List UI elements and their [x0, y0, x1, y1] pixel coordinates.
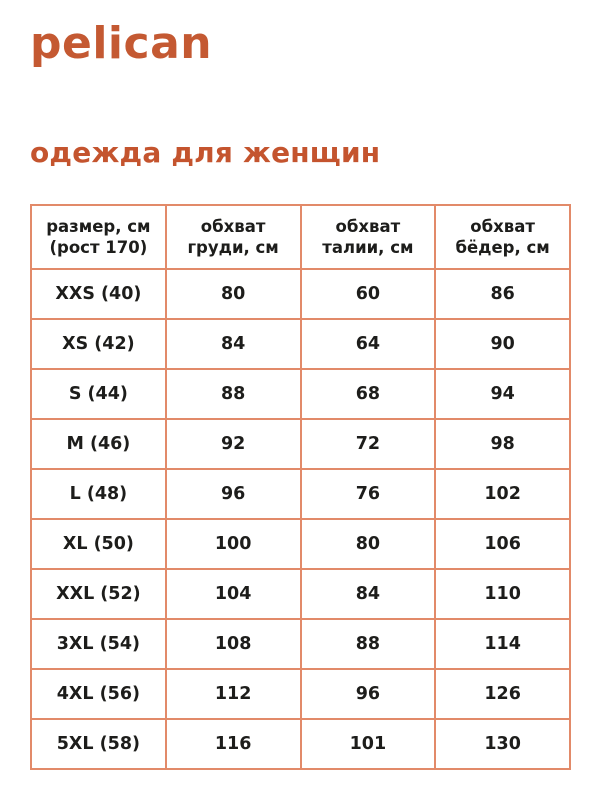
- hips-cell: 98: [435, 419, 570, 469]
- column-header-chest: [166, 205, 301, 269]
- size-table: [30, 204, 571, 770]
- table-row: [31, 669, 570, 719]
- chest-cell: 92: [166, 419, 301, 469]
- pelican-logo: pelican: [30, 18, 213, 69]
- waist-cell: 80: [301, 519, 436, 569]
- waist-cell: 60: [301, 269, 436, 319]
- column-header-waist-line2: талии, см: [322, 238, 414, 257]
- waist-cell: 101: [301, 719, 436, 769]
- column-header-hips-line1: обхват: [470, 216, 535, 236]
- hips-cell: 106: [435, 519, 570, 569]
- size-cell: XS (42): [31, 319, 166, 369]
- size-cell: 5XL (58): [31, 719, 166, 769]
- table-row: [31, 519, 570, 569]
- hips-cell: 90: [435, 319, 570, 369]
- chest-cell: 112: [166, 669, 301, 719]
- hips-cell: 102: [435, 469, 570, 519]
- hips-cell: 126: [435, 669, 570, 719]
- chest-cell: 116: [166, 719, 301, 769]
- waist-cell: 64: [301, 319, 436, 369]
- size-cell: M (46): [31, 419, 166, 469]
- table-row: [31, 319, 570, 369]
- column-header-size-line1: размер, см: [46, 216, 151, 236]
- size-cell: XXL (52): [31, 569, 166, 619]
- waist-cell: 84: [301, 569, 436, 619]
- size-cell: 3XL (54): [31, 619, 166, 669]
- column-header-size-line2: (рост 170): [49, 238, 148, 257]
- page-title: одежда для женщин: [30, 136, 381, 169]
- column-header-hips-line2: бёдер, см: [455, 238, 550, 257]
- chest-cell: 100: [166, 519, 301, 569]
- table-header-row: [31, 205, 570, 269]
- table-row: [31, 719, 570, 769]
- column-header-waist: [301, 205, 436, 269]
- table-row: [31, 569, 570, 619]
- table-row: [31, 419, 570, 469]
- column-header-hips: [435, 205, 570, 269]
- hips-cell: 130: [435, 719, 570, 769]
- column-header-chest-line1: обхват: [200, 216, 266, 236]
- chest-cell: 108: [166, 619, 301, 669]
- column-header-chest-line2: груди, см: [187, 238, 279, 257]
- table-row: [31, 469, 570, 519]
- size-cell: XL (50): [31, 519, 166, 569]
- hips-cell: 110: [435, 569, 570, 619]
- waist-cell: 72: [301, 419, 436, 469]
- chest-cell: 84: [166, 319, 301, 369]
- table-row: [31, 369, 570, 419]
- waist-cell: 96: [301, 669, 436, 719]
- hips-cell: 86: [435, 269, 570, 319]
- hips-cell: 114: [435, 619, 570, 669]
- hips-cell: 94: [435, 369, 570, 419]
- waist-cell: 88: [301, 619, 436, 669]
- table-row: [31, 619, 570, 669]
- size-cell: XXS (40): [31, 269, 166, 319]
- size-cell: 4XL (56): [31, 669, 166, 719]
- size-cell: S (44): [31, 369, 166, 419]
- size-cell: L (48): [31, 469, 166, 519]
- table-row: [31, 269, 570, 319]
- chest-cell: 104: [166, 569, 301, 619]
- waist-cell: 76: [301, 469, 436, 519]
- chest-cell: 96: [166, 469, 301, 519]
- chest-cell: 88: [166, 369, 301, 419]
- column-header-waist-line1: обхват: [335, 216, 401, 236]
- waist-cell: 68: [301, 369, 436, 419]
- column-header-size: [31, 205, 166, 269]
- chest-cell: 80: [166, 269, 301, 319]
